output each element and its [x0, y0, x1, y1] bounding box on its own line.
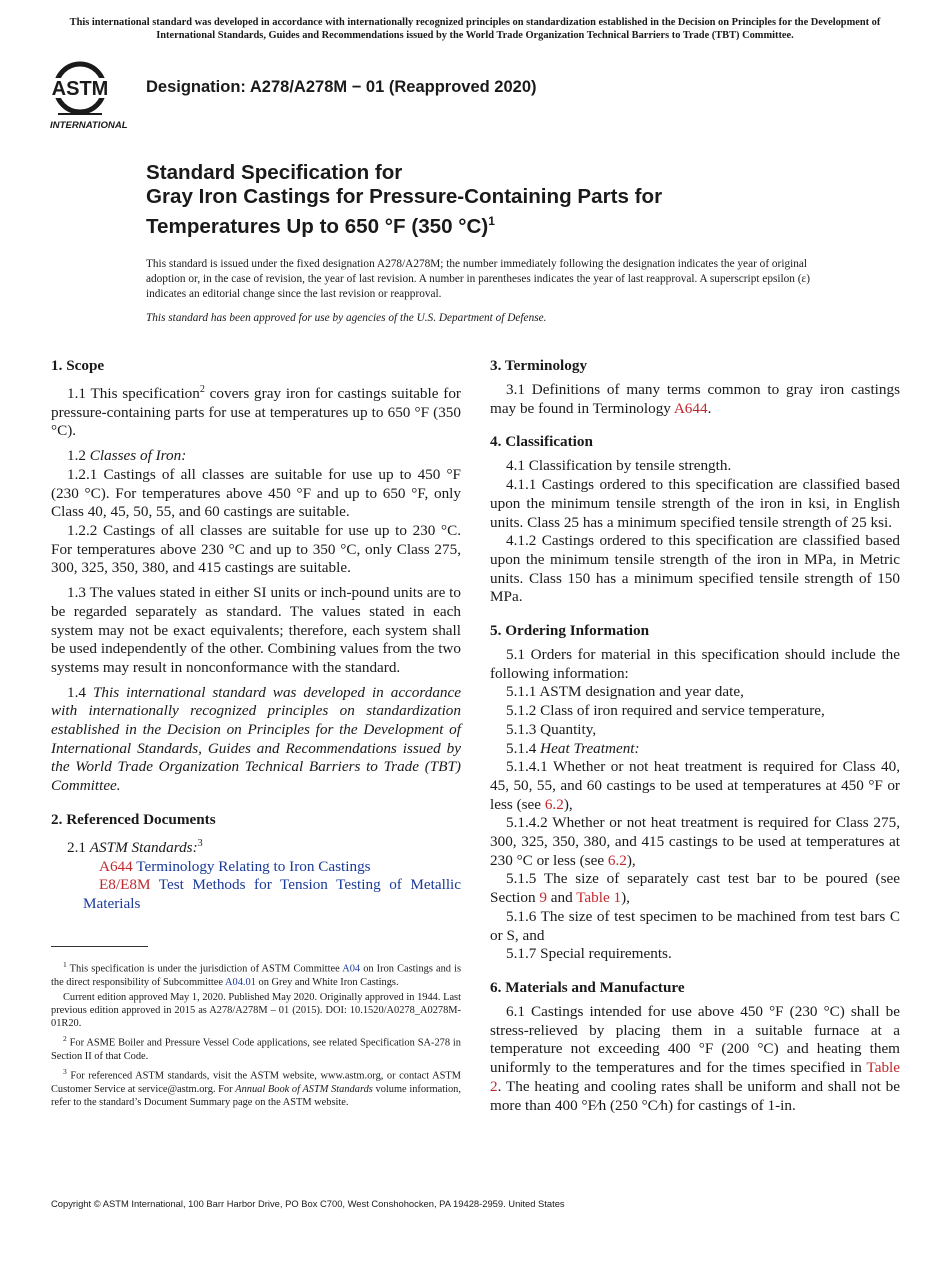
logo-letters: ASTM — [51, 78, 109, 100]
para-1-2-2: 1.2.2 Castings of all classes are suitable for use up to 230 °C. For temperatures above 230 °C and up to 350 °C, only Class 275, 300, 325, 350, 380, and 415 castings are suitable. — [51, 521, 461, 577]
title-line3: Temperatures Up to 650 °F (350 °C) — [146, 214, 489, 238]
para-1-1-text-cont: covers gray iron for castings suitable for pressure-containing parts for use at temperatures up to 650 °F (350 °C). — [51, 385, 461, 440]
para-1-4 — [51, 684, 461, 796]
para-5-1-5-mid: and — [546, 889, 577, 907]
title-footnote-mark: 1 — [488, 214, 495, 228]
link-subcommittee-a04-01[interactable]: A04.01 — [225, 976, 256, 988]
link-committee-a04[interactable]: A04 — [342, 963, 361, 975]
para-5-1-4-1 — [490, 758, 900, 814]
section-heading-referenced-documents: 2. Referenced Documents — [51, 810, 216, 828]
footnote-ref-2: 2 — [199, 384, 205, 395]
title-line2: Gray Iron Castings for Pressure-Containing Parts for — [146, 185, 663, 208]
para-1-3: 1.3 The values stated in either SI units or inch-pound units are to be regarded separately as standard. The values stated in each system may not be exact equivalents; therefore, each system shall be used independently of the other. Combining values from the two systems may result in nonconformance with the standard. — [51, 584, 461, 676]
para-5-1-5-end: ), — [621, 889, 630, 907]
para-3-1-text: 3.1 Definitions of many terms common to gray iron castings may be found in Terminology — [490, 381, 900, 417]
copyright-footer: Copyright © ASTM International, 100 Barr Harbor Drive, PO Box C700, West Conshohocken, PA 19428-2959. United States — [51, 1198, 565, 1209]
reference-e8[interactable] — [51, 876, 461, 913]
footnote-1-text-end: on Grey and White Iron Castings. — [255, 976, 399, 988]
page-title — [146, 161, 846, 239]
para-1-1 — [51, 381, 461, 441]
astm-logo-icon — [50, 58, 138, 132]
para-5-1-2: 5.1.2 Class of iron required and service temperature, — [506, 702, 825, 720]
para-5-1-4-2 — [490, 814, 900, 870]
para-1-2-1: 1.2.1 Castings of all classes are suitable for use up to 450 °F (230 °C). For temperatures above 450 °F and up to 650 °F, only Class 40, 45, 50, 55, and 60 castings are suitable. — [51, 465, 461, 521]
link-a644[interactable]: A644 — [673, 399, 708, 417]
reference-e8-title-link[interactable]: Test Methods for Tension Testing of Metallic Materials — [83, 876, 461, 912]
para-4-1: 4.1 Classification by tensile strength. — [506, 457, 732, 475]
section-heading-materials-and-manufacture: 6. Materials and Manufacture — [490, 978, 685, 996]
para-5-1-4-2-end: ), — [626, 851, 636, 869]
footnote-1 — [51, 958, 461, 989]
para-4-1-1: 4.1.1 Castings ordered to this specification are classified based upon the minimum tensile strength of the iron in ksi, in English units. Class 25 has a minimum specified tensile strength of 25 ksi. — [490, 476, 900, 531]
link-table-1[interactable]: Table 1 — [576, 889, 622, 907]
para-6-1-text: 6.1 Castings intended for use above 450 °F (230 °C) shall be stress-relieved by placing them in a suitable furnace at a temperature not exceeding 400 °F (200 °C) and heating them uniformly to the temperatures and for the times specified in — [490, 1002, 900, 1077]
right-column — [490, 356, 900, 1115]
para-1-4-num: 1.4 — [67, 683, 93, 701]
footnote-3-mark: 3 — [63, 1067, 67, 1077]
para-5-1-1: 5.1.1 ASTM designation and year date, — [506, 683, 744, 701]
reference-a644-code-link[interactable]: A644 — [99, 857, 133, 875]
designation: Designation: A278/A278M − 01 (Reapproved 2020) — [146, 78, 537, 96]
para-1-4-text: This international standard was developed in accordance with internationally recognized principles on standardization established in the Decision on Principles for the Development of International Standards, Guides and Recommendations issued by the World Trade Organization Technical Barriers to Trade (TBT) Committee. — [51, 683, 462, 795]
footnote-divider — [51, 946, 148, 947]
logo-name: INTERNATIONAL — [50, 120, 128, 131]
para-1-1-text: 1.1 This specification — [67, 385, 200, 403]
footnote-1-mark: 1 — [63, 960, 67, 969]
astm-logo — [50, 58, 138, 132]
para-1-2 — [51, 447, 461, 466]
para-5-1-4-num: 5.1.4 — [506, 739, 541, 757]
link-section-9[interactable]: 9 — [539, 889, 547, 907]
footnote-ref-3: 3 — [197, 837, 203, 849]
link-section-6-2[interactable]: 6.2 — [544, 795, 564, 813]
link-section-6-2[interactable]: 6.2 — [607, 851, 627, 869]
tbt-banner: This international standard was developed in accordance with internationally recognized principles on standardization established in the Decision on Principles for the Development of International Standards, Guides and Recommendations issued by the World Trade Organization Technical Barriers to Trade (TBT) Committee. — [69, 17, 881, 41]
footnote-3-text: For referenced ASTM standards, visit the ASTM website, www.astm.org, or contact ASTM Customer Service at service@astm.org. For — [51, 1070, 461, 1096]
footnote-2-text: For ASME Boiler and Pressure Vessel Code applications, see related Specification SA-278 in Section II of that Code. — [51, 1037, 461, 1063]
dod-approval-note: This standard has been approved for use by agencies of the U.S. Department of Defense. — [146, 312, 547, 324]
para-2-1-num: 2.1 — [67, 838, 90, 856]
footnote-edition: Current edition approved May 1, 2020. Published May 2020. Originally approved in 1944. Last previous edition approved in 2015 as A278/A278M – 01 (2015). DOI: 10.1520/A0278_A0278M-01R20. — [51, 991, 461, 1030]
para-5-1-4-1-text: 5.1.4.1 Whether or not heat treatment is required for Class 40, 45, 50, 55, and 60 castings to be used at temperatures at 450 °F or less (see — [490, 758, 900, 813]
para-5-1-7: 5.1.7 Special requirements. — [506, 945, 672, 963]
para-2-1-heading: ASTM Standards: — [89, 838, 198, 856]
para-5-1-6: 5.1.6 The size of test specimen to be machined from test bars C or S, and — [490, 907, 900, 944]
para-4-1-2: 4.1.2 Castings ordered to this specification are classified based upon the minimum tensile strength of the iron in MPa, in Metric units. Class 150 has a minimum specified tensile strength of 150 MPa. — [490, 532, 900, 606]
para-5-1-4-1-end: ), — [563, 795, 573, 813]
footnote-2-mark: 2 — [63, 1034, 67, 1044]
para-2-1 — [51, 835, 461, 858]
para-5-1-3: 5.1.3 Quantity, — [506, 720, 597, 738]
para-5-1-5 — [490, 870, 900, 907]
para-1-2-heading: Classes of Iron: — [89, 447, 187, 465]
para-5-1-4-heading: Heat Treatment: — [540, 739, 640, 757]
para-6-1-end: . The heating and cooling rates shall be uniform and shall not be more than 400 °F⁄h (250 °C⁄h) for castings of 1-in. — [490, 1077, 900, 1114]
designation-note: This standard is issued under the fixed designation A278/A278M; the number immediately following the designation indicates the year of original adoption or, in the case of revision, the year of last revision. A number in parentheses indicates the year of last reapproval. A superscript epsilon (ε) indicates an editorial change since the last revision or reapproval. — [146, 258, 811, 300]
footnote-1-text: This specification is under the jurisdiction of ASTM Committee — [66, 963, 343, 975]
footnote-3-text-end: volume information, refer to the standard’s Document Summary page on the ASTM website. — [51, 1084, 461, 1109]
left-column — [51, 356, 461, 914]
para-3-1 — [490, 381, 900, 418]
para-5-1-4-2-text: 5.1.4.2 Whether or not heat treatment is required for Class 275, 300, 325, 350, 380, and 415 castings to be used at temperatures at 230 °C or less (see — [490, 814, 900, 869]
footnote-3 — [51, 1065, 461, 1109]
reference-a644-title-link[interactable]: Terminology Relating to Iron Castings — [132, 857, 371, 875]
section-heading-scope: 1. Scope — [51, 357, 105, 374]
para-5-1-4 — [490, 740, 900, 759]
footnotes — [51, 958, 461, 1111]
reference-a644[interactable] — [51, 858, 461, 877]
section-heading-ordering-information: 5. Ordering Information — [490, 622, 650, 640]
section-heading-classification: 4. Classification — [490, 433, 593, 451]
title-line1: Standard Specification for — [146, 161, 403, 184]
footnote-2 — [51, 1032, 461, 1063]
footnote-1-text-mid: on Iron Castings and is the direct responsibility of Subcommittee — [51, 963, 461, 988]
para-5-1-5-text: 5.1.5 The size of separately cast test bar to be poured (see Section — [490, 870, 900, 907]
para-5-1: 5.1 Orders for material in this specification should include the following information: — [490, 646, 900, 682]
footnote-3-book-title: Annual Book of ASTM Standards — [235, 1084, 373, 1096]
para-1-2-num: 1.2 — [67, 447, 90, 465]
para-6-1 — [490, 1003, 900, 1115]
link-table-2[interactable]: Table 2 — [490, 1059, 900, 1095]
section-heading-terminology: 3. Terminology — [490, 357, 588, 374]
para-3-1-end: . — [707, 399, 712, 417]
reference-e8-code-link[interactable]: E8/E8M — [99, 876, 151, 894]
